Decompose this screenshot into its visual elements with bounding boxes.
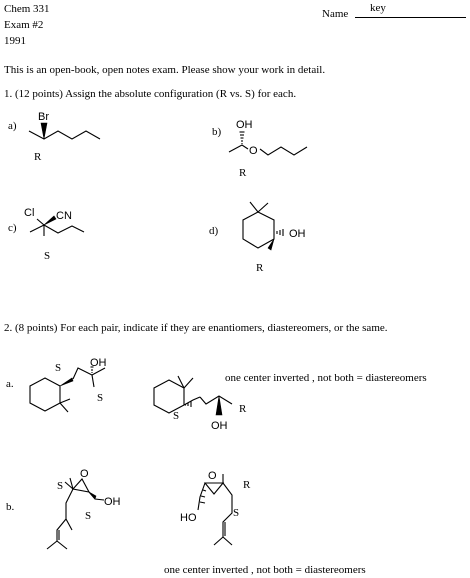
course-title: Chem 331	[4, 3, 50, 15]
q1d-structure	[243, 202, 283, 250]
q1b-label: b)	[212, 126, 222, 138]
q1a-wedge-bond	[41, 123, 47, 139]
q1a-label: a)	[8, 120, 17, 132]
q2b-left-wedge	[89, 492, 96, 499]
q2b-left-atom-o: O	[80, 468, 89, 480]
q1d-hash-bond	[277, 229, 283, 236]
q2b-left-structure	[47, 478, 104, 549]
q1a-structure	[29, 123, 100, 139]
q1d-answer: R	[256, 262, 264, 274]
q2a-label: a.	[6, 378, 14, 390]
q2a-right-mark-2: R	[239, 403, 247, 415]
q1c-atom-cl: Cl	[24, 207, 35, 219]
q2a-right-wedge	[216, 396, 222, 415]
name-label: Name	[322, 8, 349, 20]
exam-number: Exam #2	[4, 19, 44, 31]
name-value: key	[370, 2, 386, 14]
question-1-prompt: 1. (12 points) Assign the absolute configuration (R vs. S) for each.	[4, 88, 297, 100]
q2a-left-mark-2: S	[97, 392, 104, 404]
q2a-left-atom-oh: OH	[90, 357, 107, 369]
q1c-structure	[30, 216, 84, 236]
q1c-answer: S	[44, 250, 51, 262]
q2a-left-wedge	[60, 378, 73, 386]
q2b-right-mark-2: S	[233, 507, 240, 519]
q1b-atom-o: O	[249, 145, 258, 157]
q1c-wedge-bond	[44, 216, 56, 225]
q2b-answer: one center inverted , not both = diastereomers	[164, 564, 366, 576]
q1a-answer: R	[34, 151, 42, 163]
q2a-left-structure	[30, 367, 105, 412]
q1c-label: c)	[8, 222, 17, 234]
q1b-hash-bond	[240, 132, 245, 144]
q2b-right-structure	[198, 474, 232, 545]
q1c-atom-cn: CN	[56, 210, 72, 222]
q1a-atom-br: Br	[38, 111, 49, 123]
exam-year: 1991	[4, 35, 26, 47]
q2a-right-structure	[154, 376, 232, 415]
q1d-atom-oh: OH	[289, 228, 306, 240]
q1b-structure	[229, 132, 307, 155]
q2b-right-atom-o: O	[208, 470, 217, 482]
q2b-label: b.	[6, 501, 15, 513]
question-2-prompt: 2. (8 points) For each pair, indicate if they are enantiomers, diastereomers, or the same.	[4, 322, 388, 334]
q1d-label: d)	[209, 225, 219, 237]
q2b-left-mark-1: S	[57, 480, 64, 492]
q2a-right-atom-oh: OH	[211, 420, 228, 432]
q2a-answer: one center inverted , not both = diastereomers	[225, 372, 427, 384]
q1b-atom-oh: OH	[236, 119, 253, 131]
q2b-left-mark-2: S	[85, 510, 92, 522]
q2b-right-atom-ho: HO	[180, 512, 197, 524]
instructions: This is an open-book, open notes exam. Please show your work in detail.	[4, 64, 326, 76]
q2a-right-mark-1: S	[173, 410, 180, 422]
q2a-left-mark-1: S	[55, 362, 62, 374]
q2b-left-atom-oh: OH	[104, 496, 121, 508]
q2b-right-mark-1: R	[243, 479, 251, 491]
q1b-answer: R	[239, 167, 247, 179]
